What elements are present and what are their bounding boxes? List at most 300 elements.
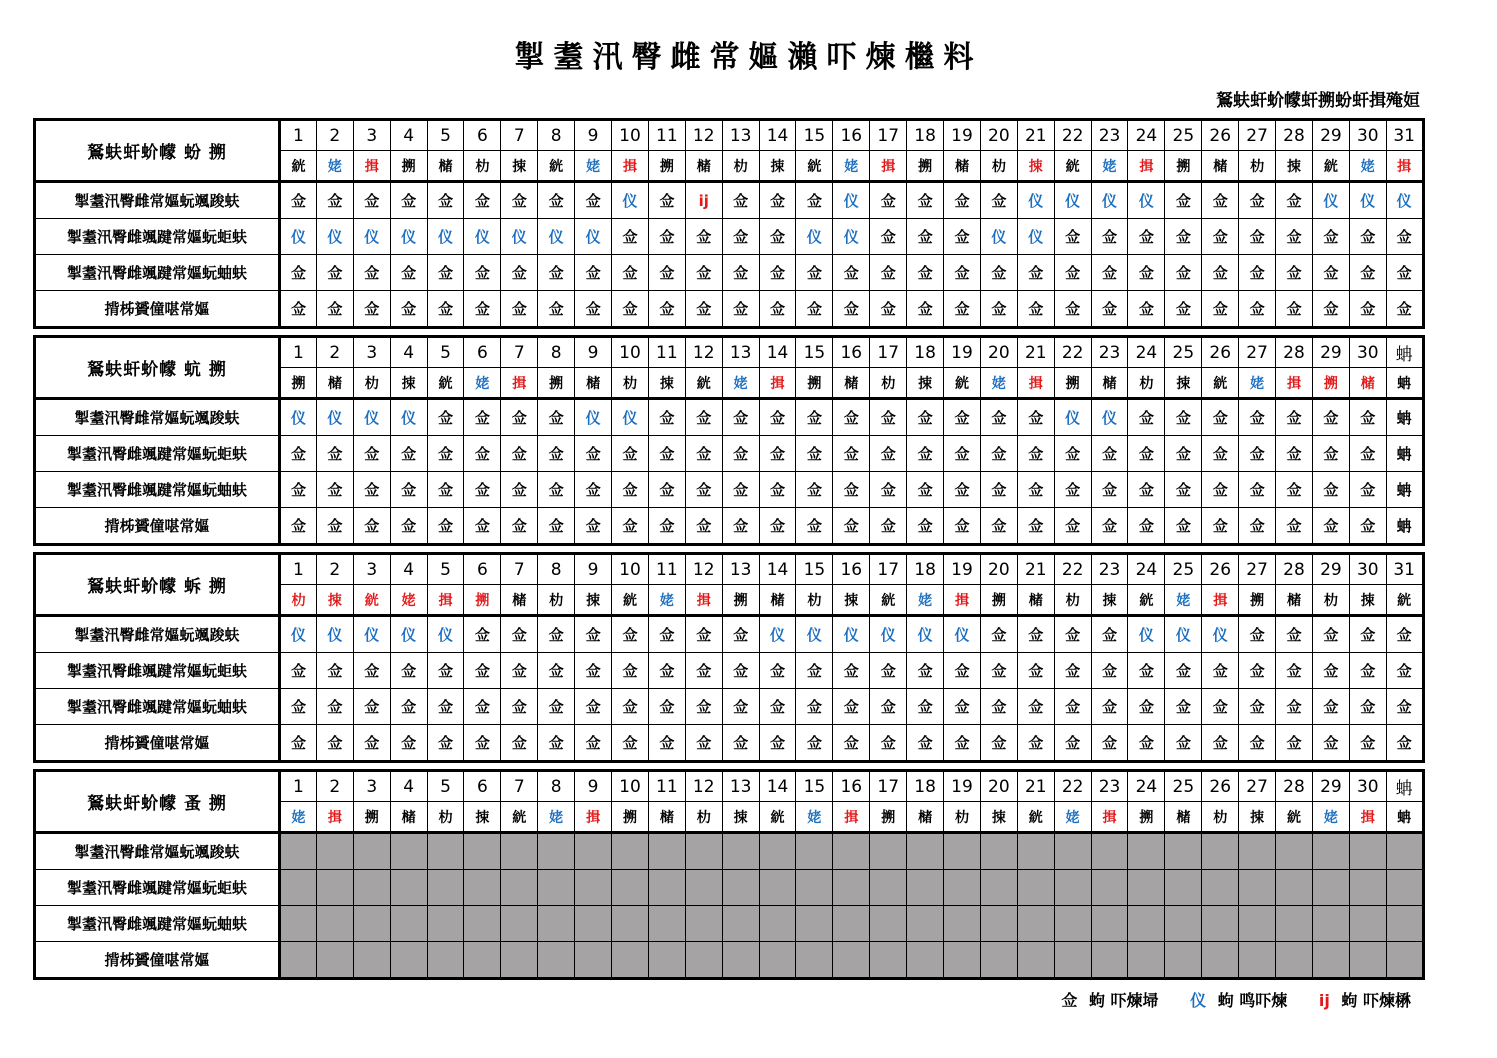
status-cell: 仪 — [796, 616, 833, 653]
weekday-cell: 絖 — [944, 368, 981, 399]
status-cell: 佥 — [722, 219, 759, 255]
weekday-cell: 朸 — [1128, 368, 1165, 399]
day-number: 20 — [980, 771, 1017, 802]
status-cell: 佥 — [722, 689, 759, 725]
status-cell: 佥 — [1128, 725, 1165, 762]
status-cell: 佥 — [1349, 291, 1386, 328]
status-cell: 佥 — [759, 653, 796, 689]
empty-cell — [1276, 870, 1313, 906]
status-cell: 佥 — [759, 508, 796, 545]
empty-cell — [1349, 870, 1386, 906]
weekday-cell: 絖 — [538, 151, 575, 182]
status-cell: 佥 — [1128, 508, 1165, 545]
weekday-cell: 揖 — [427, 585, 464, 616]
status-cell: 佥 — [280, 182, 317, 219]
status-cell: 仪 — [575, 399, 612, 436]
status-cell: 仪 — [1054, 399, 1091, 436]
status-cell: 仪 — [390, 399, 427, 436]
weekday-cell: 捒 — [501, 151, 538, 182]
legend-label-closed: 蚼 吓煉楙 — [1341, 991, 1411, 1010]
empty-cell — [1202, 833, 1239, 870]
day-number: 8 — [538, 771, 575, 802]
status-cell: 佥 — [1128, 255, 1165, 291]
weekday-cell: 揖 — [833, 802, 870, 833]
day-number: 7 — [501, 771, 538, 802]
status-cell: 佥 — [1202, 689, 1239, 725]
empty-cell — [1312, 833, 1349, 870]
status-cell: 佥 — [722, 653, 759, 689]
empty-cell — [722, 942, 759, 979]
empty-cell — [427, 906, 464, 942]
day-number: 24 — [1128, 120, 1165, 151]
empty-cell — [833, 906, 870, 942]
empty-cell — [980, 833, 1017, 870]
empty-cell — [538, 833, 575, 870]
status-cell: 佥 — [685, 472, 722, 508]
weekday-cell: 搠 — [1165, 151, 1202, 182]
day-number: 28 — [1276, 337, 1313, 368]
empty-cell — [1349, 906, 1386, 942]
weekday-cell: 捒 — [907, 368, 944, 399]
status-cell: 佥 — [1349, 616, 1386, 653]
empty-cell — [427, 942, 464, 979]
status-cell: 佥 — [796, 436, 833, 472]
status-cell: 佥 — [1017, 472, 1054, 508]
empty-cell — [796, 870, 833, 906]
empty-cell — [648, 942, 685, 979]
status-cell: 佥 — [464, 653, 501, 689]
empty-cell — [722, 870, 759, 906]
legend — [1055, 988, 1411, 1011]
status-cell: 佥 — [980, 436, 1017, 472]
legend-label-partial: 蚼 鸣吓煉 — [1217, 991, 1288, 1010]
weekday-cell: 槠 — [759, 585, 796, 616]
status-cell: 仪 — [612, 399, 649, 436]
status-cell: 佥 — [759, 472, 796, 508]
status-cell: 仪 — [1349, 182, 1386, 219]
empty-cell — [1165, 870, 1202, 906]
status-cell: 佥 — [1017, 508, 1054, 545]
status-cell: 佥 — [612, 616, 649, 653]
status-cell: 佥 — [1349, 508, 1386, 545]
status-cell: 佥 — [538, 616, 575, 653]
status-cell: 佥 — [1312, 291, 1349, 328]
day-number: 9 — [575, 771, 612, 802]
status-cell: 佥 — [353, 182, 390, 219]
legend-label-normal: 蚼 吓煉埽 — [1088, 991, 1159, 1010]
empty-cell — [316, 833, 353, 870]
weekday-cell: 姥 — [1349, 151, 1386, 182]
status-cell: 佥 — [1386, 689, 1423, 725]
day-number: 22 — [1054, 120, 1091, 151]
empty-cell — [575, 870, 612, 906]
status-cell: 佥 — [722, 436, 759, 472]
day-number: 蚺 — [1386, 771, 1423, 802]
weekday-cell: 捒 — [1091, 585, 1128, 616]
status-cell: 佥 — [944, 255, 981, 291]
weekday-cell: 搠 — [648, 151, 685, 182]
status-cell: 佥 — [980, 255, 1017, 291]
empty-cell — [501, 870, 538, 906]
day-number: 4 — [390, 337, 427, 368]
empty-cell — [390, 870, 427, 906]
status-cell: 佥 — [907, 291, 944, 328]
status-cell: 佥 — [538, 255, 575, 291]
status-cell: 佥 — [648, 291, 685, 328]
status-cell: 佥 — [1165, 399, 1202, 436]
status-cell: 佥 — [427, 508, 464, 545]
status-cell: 佥 — [944, 508, 981, 545]
status-cell: 佥 — [280, 436, 317, 472]
day-number: 2 — [316, 554, 353, 585]
status-cell: 佥 — [944, 399, 981, 436]
weekday-cell: 揖 — [1349, 802, 1386, 833]
status-cell: 仪 — [1165, 616, 1202, 653]
status-cell: 佥 — [833, 255, 870, 291]
day-number: 14 — [759, 120, 796, 151]
status-cell: 佥 — [501, 725, 538, 762]
schedule-row — [35, 942, 1424, 979]
day-number: 25 — [1165, 771, 1202, 802]
status-cell: 佥 — [1239, 399, 1276, 436]
status-cell: 佥 — [685, 219, 722, 255]
status-cell: 佥 — [944, 182, 981, 219]
status-cell: 佥 — [316, 255, 353, 291]
empty-cell — [1017, 870, 1054, 906]
day-number: 30 — [1349, 337, 1386, 368]
empty-cell — [1312, 870, 1349, 906]
status-cell: 佥 — [501, 689, 538, 725]
status-cell: 仪 — [280, 616, 317, 653]
status-cell: 佥 — [685, 653, 722, 689]
status-cell: 佥 — [1054, 291, 1091, 328]
status-cell: 佥 — [722, 182, 759, 219]
status-cell: 佥 — [1091, 508, 1128, 545]
empty-cell — [648, 870, 685, 906]
empty-cell — [1276, 942, 1313, 979]
status-cell: 仪 — [353, 399, 390, 436]
status-cell: 佥 — [1312, 616, 1349, 653]
day-number: 21 — [1017, 120, 1054, 151]
status-cell: 佥 — [1386, 291, 1423, 328]
weekday-cell: 絖 — [1276, 802, 1313, 833]
status-cell: 佥 — [1202, 399, 1239, 436]
status-cell: 佥 — [1128, 399, 1165, 436]
status-cell: 佥 — [1017, 725, 1054, 762]
weekday-cell: 揖 — [501, 368, 538, 399]
status-cell: 佥 — [944, 472, 981, 508]
weekday-cell: 搠 — [538, 368, 575, 399]
status-cell: 佥 — [1349, 725, 1386, 762]
status-cell: 佥 — [759, 255, 796, 291]
day-number: 4 — [390, 771, 427, 802]
status-cell: 佥 — [353, 689, 390, 725]
weekday-cell: 槠 — [390, 802, 427, 833]
status-cell: 仪 — [1312, 182, 1349, 219]
empty-cell — [833, 942, 870, 979]
status-cell: 佥 — [648, 616, 685, 653]
empty-cell — [685, 870, 722, 906]
status-cell: 佥 — [1165, 689, 1202, 725]
day-number: 10 — [612, 337, 649, 368]
status-cell: 佥 — [1091, 653, 1128, 689]
status-cell: 佥 — [1276, 472, 1313, 508]
status-cell: 佥 — [501, 508, 538, 545]
status-cell: 佥 — [1165, 653, 1202, 689]
weekday-cell: 朸 — [980, 151, 1017, 182]
empty-cell — [722, 833, 759, 870]
weekday-cell: 朸 — [612, 368, 649, 399]
empty-cell — [1349, 833, 1386, 870]
day-number: 14 — [759, 771, 796, 802]
empty-cell — [759, 942, 796, 979]
weekday-cell: 姥 — [833, 151, 870, 182]
day-number: 21 — [1017, 771, 1054, 802]
day-number: 26 — [1202, 554, 1239, 585]
schedule-row — [35, 255, 1424, 291]
status-cell: 佥 — [796, 182, 833, 219]
weekday-cell: 姥 — [1165, 585, 1202, 616]
day-number: 1 — [280, 771, 317, 802]
schedule-row — [35, 436, 1424, 472]
row-label: 揹柹贇僮啿常嫗 — [35, 291, 280, 328]
status-cell: 佥 — [501, 653, 538, 689]
weekday-cell: 姥 — [575, 151, 612, 182]
status-cell: 蚺 — [1386, 436, 1423, 472]
weekday-cell: 朸 — [796, 585, 833, 616]
status-cell: 仪 — [833, 219, 870, 255]
status-cell: 佥 — [980, 689, 1017, 725]
status-cell: 佥 — [390, 182, 427, 219]
schedule-row — [35, 472, 1424, 508]
status-cell: 仪 — [353, 219, 390, 255]
status-cell: 佥 — [944, 653, 981, 689]
status-cell: 仪 — [1017, 219, 1054, 255]
status-cell: 佥 — [648, 472, 685, 508]
status-cell: 佥 — [796, 725, 833, 762]
weekday-cell: 槠 — [1276, 585, 1313, 616]
status-cell: 佥 — [1054, 616, 1091, 653]
day-number: 9 — [575, 337, 612, 368]
day-number: 1 — [280, 337, 317, 368]
weekday-cell: 捒 — [759, 151, 796, 182]
weekday-cell: 蚺 — [1386, 802, 1423, 833]
status-cell: 佥 — [870, 689, 907, 725]
day-number: 7 — [501, 120, 538, 151]
status-cell: 佥 — [1276, 219, 1313, 255]
weekday-cell: 朸 — [722, 151, 759, 182]
status-cell: 佥 — [1091, 472, 1128, 508]
weekday-cell: 搠 — [390, 151, 427, 182]
weekday-cell: 姥 — [390, 585, 427, 616]
status-cell: 佥 — [501, 472, 538, 508]
empty-cell — [501, 833, 538, 870]
day-number: 16 — [833, 337, 870, 368]
status-cell: 佥 — [1054, 219, 1091, 255]
status-cell: 佥 — [390, 508, 427, 545]
schedule-row — [35, 689, 1424, 725]
weekday-cell: 揖 — [870, 151, 907, 182]
weekday-cell: 槠 — [1165, 802, 1202, 833]
weekday-cell: 絖 — [1312, 151, 1349, 182]
day-number: 19 — [944, 120, 981, 151]
status-cell: 佥 — [796, 291, 833, 328]
status-cell: 佥 — [796, 508, 833, 545]
empty-cell — [944, 870, 981, 906]
empty-cell — [1239, 906, 1276, 942]
status-cell: 佥 — [722, 255, 759, 291]
weekday-cell: 朸 — [280, 585, 317, 616]
weekday-cell: 捒 — [1017, 151, 1054, 182]
status-cell: 佥 — [907, 436, 944, 472]
day-number: 24 — [1128, 337, 1165, 368]
status-cell: 佥 — [648, 436, 685, 472]
day-number: 11 — [648, 337, 685, 368]
weekday-cell: 捒 — [833, 585, 870, 616]
day-number: 18 — [907, 771, 944, 802]
status-cell: 佥 — [1312, 653, 1349, 689]
weekday-cell: 揖 — [353, 151, 390, 182]
weekday-cell: 搠 — [280, 368, 317, 399]
status-cell: 佥 — [722, 508, 759, 545]
status-cell: 佥 — [353, 725, 390, 762]
empty-cell — [870, 942, 907, 979]
day-number: 28 — [1276, 771, 1313, 802]
weekday-cell: 揖 — [1202, 585, 1239, 616]
day-number: 2 — [316, 771, 353, 802]
status-cell: 佥 — [648, 653, 685, 689]
weekday-cell: 絖 — [427, 368, 464, 399]
status-cell: 蚺 — [1386, 399, 1423, 436]
status-cell: 佥 — [390, 725, 427, 762]
weekday-cell: 絖 — [612, 585, 649, 616]
schedule-row — [35, 508, 1424, 545]
empty-cell — [1386, 942, 1423, 979]
status-cell: 佥 — [1091, 725, 1128, 762]
schedule-row — [35, 219, 1424, 255]
status-cell: 佥 — [1165, 255, 1202, 291]
day-number: 13 — [722, 771, 759, 802]
status-cell: 佥 — [1165, 219, 1202, 255]
status-cell: 佥 — [944, 725, 981, 762]
empty-cell — [1386, 833, 1423, 870]
status-cell: 佥 — [1239, 436, 1276, 472]
status-cell: 佥 — [1239, 508, 1276, 545]
row-label: 揹柹贇僮啿常嫗 — [35, 725, 280, 762]
status-cell: 佥 — [1239, 255, 1276, 291]
status-cell: 佥 — [575, 653, 612, 689]
status-cell: 佥 — [980, 616, 1017, 653]
day-number: 23 — [1091, 120, 1128, 151]
day-number: 20 — [980, 554, 1017, 585]
status-cell: 佥 — [1202, 291, 1239, 328]
status-cell: 佥 — [464, 508, 501, 545]
status-cell: 佥 — [870, 399, 907, 436]
weekday-cell: 姥 — [1054, 802, 1091, 833]
empty-cell — [648, 833, 685, 870]
status-cell: 仪 — [353, 616, 390, 653]
empty-cell — [280, 906, 317, 942]
empty-cell — [538, 942, 575, 979]
status-cell: 佥 — [1239, 472, 1276, 508]
status-cell: 佥 — [280, 689, 317, 725]
empty-cell — [1017, 942, 1054, 979]
empty-cell — [1128, 870, 1165, 906]
weekday-cell: 槠 — [833, 368, 870, 399]
empty-cell — [575, 833, 612, 870]
status-cell: 佥 — [1239, 725, 1276, 762]
status-cell: 佥 — [427, 399, 464, 436]
day-number: 2 — [316, 337, 353, 368]
empty-cell — [1312, 906, 1349, 942]
day-number: 5 — [427, 771, 464, 802]
status-cell: 佥 — [353, 255, 390, 291]
weekday-cell: 揖 — [1091, 802, 1128, 833]
status-cell: 佥 — [833, 508, 870, 545]
empty-cell — [390, 942, 427, 979]
status-cell: 佥 — [1128, 689, 1165, 725]
empty-cell — [796, 833, 833, 870]
status-cell: 佥 — [870, 291, 907, 328]
status-cell: 佥 — [759, 399, 796, 436]
status-cell: 佥 — [907, 399, 944, 436]
status-cell: 仪 — [464, 219, 501, 255]
status-cell: 佥 — [280, 255, 317, 291]
status-cell: 佥 — [464, 182, 501, 219]
status-cell: 仪 — [501, 219, 538, 255]
status-cell: 佥 — [796, 255, 833, 291]
day-number: 14 — [759, 554, 796, 585]
empty-cell — [612, 942, 649, 979]
weekday-cell: 槠 — [427, 151, 464, 182]
legend-mark-closed: ij — [1318, 991, 1330, 1010]
status-cell: 佥 — [575, 472, 612, 508]
month-table — [33, 552, 1425, 763]
status-cell: 佥 — [427, 436, 464, 472]
empty-cell — [390, 833, 427, 870]
status-cell: 仪 — [1386, 182, 1423, 219]
status-cell: 佥 — [833, 725, 870, 762]
status-cell: 佥 — [1276, 725, 1313, 762]
status-cell: 佥 — [722, 725, 759, 762]
status-cell: 佥 — [1239, 182, 1276, 219]
weekday-cell: 槠 — [1202, 151, 1239, 182]
status-cell: 佥 — [759, 689, 796, 725]
weekday-cell: 捒 — [316, 585, 353, 616]
empty-cell — [907, 833, 944, 870]
status-cell: 佥 — [538, 472, 575, 508]
empty-cell — [980, 942, 1017, 979]
status-cell: 佥 — [648, 399, 685, 436]
day-number: 27 — [1239, 771, 1276, 802]
status-cell: 佥 — [390, 436, 427, 472]
row-label: 掣耋汛臀雌常嫗蚖颯踆蚨 — [35, 833, 280, 870]
empty-cell — [1054, 870, 1091, 906]
empty-cell — [1091, 870, 1128, 906]
weekday-cell: 捒 — [1165, 368, 1202, 399]
status-cell: 仪 — [280, 399, 317, 436]
status-cell: 仪 — [1054, 182, 1091, 219]
status-cell: 佥 — [1017, 399, 1054, 436]
day-number: 11 — [648, 771, 685, 802]
status-cell: 佥 — [575, 255, 612, 291]
schedule-row — [35, 616, 1424, 653]
status-cell: 佥 — [1276, 399, 1313, 436]
status-cell: 佥 — [1165, 436, 1202, 472]
empty-cell — [612, 906, 649, 942]
status-cell: 佥 — [1017, 653, 1054, 689]
status-cell: 佥 — [427, 291, 464, 328]
